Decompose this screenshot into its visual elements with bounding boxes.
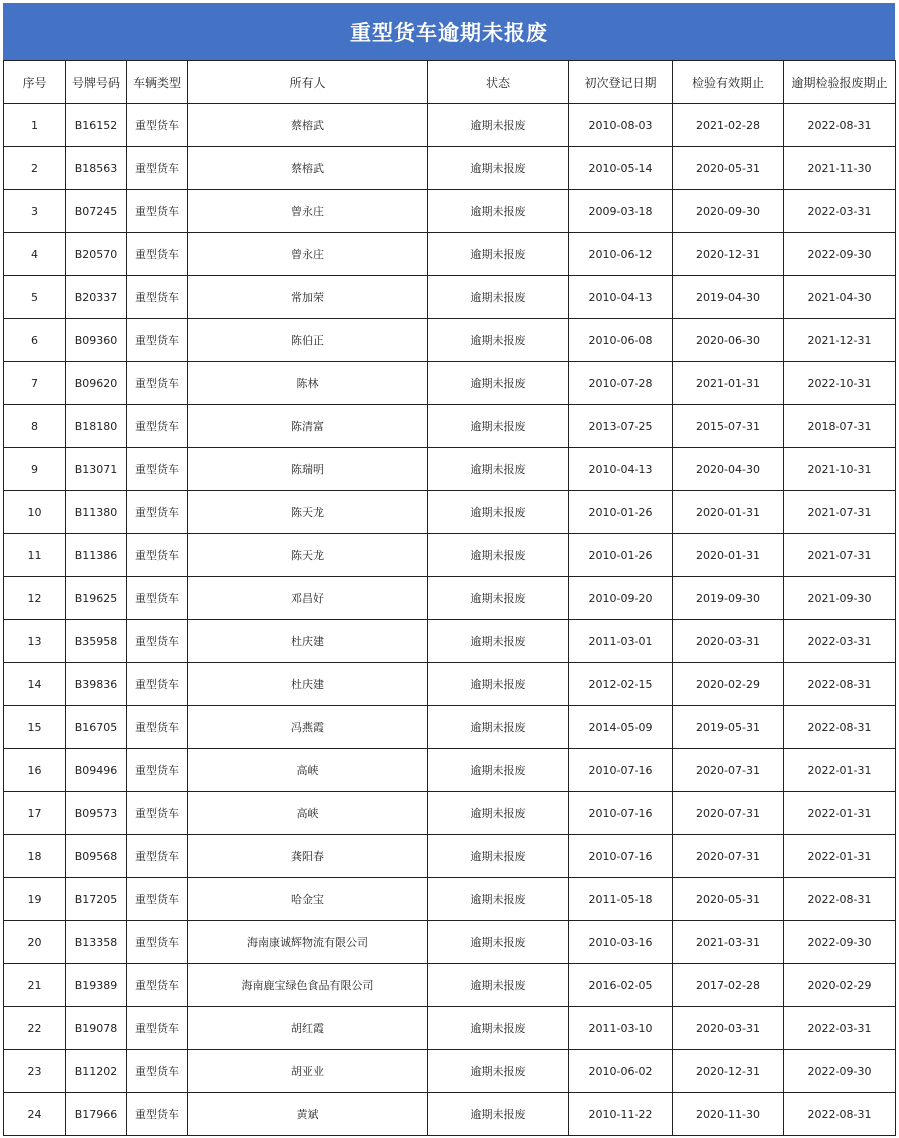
table-row xyxy=(4,921,896,964)
cell-plate[interactable]: B11202 xyxy=(66,1050,127,1093)
cell-status[interactable]: 逾期未报废 xyxy=(428,663,569,706)
cell-vehicle-type[interactable]: 重型货车 xyxy=(127,577,188,620)
cell-index[interactable]: 5 xyxy=(4,276,66,319)
cell-plate[interactable]: B18180 xyxy=(66,405,127,448)
cell-inspection-valid-until[interactable]: 2021-02-28 xyxy=(673,104,784,147)
column-header-first-registration[interactable]: 初次登记日期 xyxy=(569,61,673,104)
table-row xyxy=(4,491,896,534)
cell-index[interactable]: 15 xyxy=(4,706,66,749)
cell-vehicle-type[interactable]: 重型货车 xyxy=(127,1093,188,1136)
cell-inspection-valid-until[interactable]: 2020-12-31 xyxy=(673,233,784,276)
table-row xyxy=(4,534,896,577)
cell-plate[interactable]: B20570 xyxy=(66,233,127,276)
cell-overdue-deadline[interactable]: 2021-11-30 xyxy=(784,147,896,190)
cell-vehicle-type[interactable]: 重型货车 xyxy=(127,1050,188,1093)
cell-overdue-deadline[interactable]: 2020-02-29 xyxy=(784,964,896,1007)
cell-vehicle-type[interactable]: 重型货车 xyxy=(127,964,188,1007)
cell-overdue-deadline[interactable]: 2018-07-31 xyxy=(784,405,896,448)
table-row xyxy=(4,1093,896,1136)
cell-first-registration[interactable]: 2010-05-14 xyxy=(569,147,673,190)
column-header-index[interactable]: 序号 xyxy=(4,61,66,104)
cell-inspection-valid-until[interactable]: 2020-11-30 xyxy=(673,1093,784,1136)
cell-index[interactable]: 24 xyxy=(4,1093,66,1136)
cell-inspection-valid-until[interactable]: 2020-01-31 xyxy=(673,534,784,577)
cell-inspection-valid-until[interactable]: 2020-03-31 xyxy=(673,1007,784,1050)
cell-index[interactable]: 4 xyxy=(4,233,66,276)
column-header-vehicle-type[interactable]: 车辆类型 xyxy=(127,61,188,104)
cell-overdue-deadline[interactable]: 2022-08-31 xyxy=(784,104,896,147)
cell-overdue-deadline[interactable]: 2022-01-31 xyxy=(784,749,896,792)
cell-plate[interactable]: B09568 xyxy=(66,835,127,878)
cell-overdue-deadline[interactable]: 2022-03-31 xyxy=(784,1007,896,1050)
cell-owner[interactable]: 黄斌 xyxy=(188,1093,428,1136)
cell-vehicle-type[interactable]: 重型货车 xyxy=(127,792,188,835)
cell-first-registration[interactable]: 2010-06-02 xyxy=(569,1050,673,1093)
table-row xyxy=(4,104,896,147)
cell-inspection-valid-until[interactable]: 2019-05-31 xyxy=(673,706,784,749)
cell-plate[interactable]: B13071 xyxy=(66,448,127,491)
cell-vehicle-type[interactable]: 重型货车 xyxy=(127,878,188,921)
cell-owner[interactable]: 海南鹿宝绿色食品有限公司 xyxy=(188,964,428,1007)
cell-status[interactable]: 逾期未报废 xyxy=(428,964,569,1007)
cell-inspection-valid-until[interactable]: 2019-04-30 xyxy=(673,276,784,319)
cell-status[interactable]: 逾期未报废 xyxy=(428,706,569,749)
cell-first-registration[interactable]: 2010-07-28 xyxy=(569,362,673,405)
cell-status[interactable]: 逾期未报废 xyxy=(428,319,569,362)
cell-overdue-deadline[interactable]: 2021-07-31 xyxy=(784,534,896,577)
cell-overdue-deadline[interactable]: 2022-08-31 xyxy=(784,663,896,706)
cell-plate[interactable]: B11380 xyxy=(66,491,127,534)
cell-inspection-valid-until[interactable]: 2020-07-31 xyxy=(673,835,784,878)
cell-inspection-valid-until[interactable]: 2020-01-31 xyxy=(673,491,784,534)
cell-status[interactable]: 逾期未报废 xyxy=(428,1050,569,1093)
table-row xyxy=(4,577,896,620)
cell-first-registration[interactable]: 2010-06-12 xyxy=(569,233,673,276)
cell-index[interactable]: 14 xyxy=(4,663,66,706)
cell-inspection-valid-until[interactable]: 2020-09-30 xyxy=(673,190,784,233)
cell-plate[interactable]: B19389 xyxy=(66,964,127,1007)
table-row xyxy=(4,276,896,319)
cell-overdue-deadline[interactable]: 2022-03-31 xyxy=(784,190,896,233)
table-row xyxy=(4,792,896,835)
table-row xyxy=(4,405,896,448)
table-row xyxy=(4,190,896,233)
table-row xyxy=(4,233,896,276)
cell-plate[interactable]: B09360 xyxy=(66,319,127,362)
table-row xyxy=(4,362,896,405)
cell-overdue-deadline[interactable]: 2022-09-30 xyxy=(784,233,896,276)
column-header-plate[interactable]: 号牌号码 xyxy=(66,61,127,104)
cell-inspection-valid-until[interactable]: 2015-07-31 xyxy=(673,405,784,448)
cell-index[interactable]: 20 xyxy=(4,921,66,964)
cell-status[interactable]: 逾期未报废 xyxy=(428,190,569,233)
cell-owner[interactable]: 常加荣 xyxy=(188,276,428,319)
cell-vehicle-type[interactable]: 重型货车 xyxy=(127,663,188,706)
table-row xyxy=(4,620,896,663)
cell-owner[interactable]: 邓昌好 xyxy=(188,577,428,620)
table-row xyxy=(4,878,896,921)
cell-inspection-valid-until[interactable]: 2021-03-31 xyxy=(673,921,784,964)
cell-vehicle-type[interactable]: 重型货车 xyxy=(127,620,188,663)
cell-plate[interactable]: B35958 xyxy=(66,620,127,663)
cell-owner[interactable]: 陈伯正 xyxy=(188,319,428,362)
cell-status[interactable]: 逾期未报废 xyxy=(428,1007,569,1050)
cell-overdue-deadline[interactable]: 2021-04-30 xyxy=(784,276,896,319)
cell-vehicle-type[interactable]: 重型货车 xyxy=(127,448,188,491)
cell-index[interactable]: 18 xyxy=(4,835,66,878)
cell-owner[interactable]: 杜庆建 xyxy=(188,620,428,663)
cell-status[interactable]: 逾期未报废 xyxy=(428,147,569,190)
cell-plate[interactable]: B39836 xyxy=(66,663,127,706)
cell-status[interactable]: 逾期未报废 xyxy=(428,792,569,835)
cell-plate[interactable]: B11386 xyxy=(66,534,127,577)
cell-vehicle-type[interactable]: 重型货车 xyxy=(127,276,188,319)
cell-plate[interactable]: B09620 xyxy=(66,362,127,405)
cell-overdue-deadline[interactable]: 2021-09-30 xyxy=(784,577,896,620)
table-row xyxy=(4,448,896,491)
column-header-status[interactable]: 状态 xyxy=(428,61,569,104)
cell-first-registration[interactable]: 2011-05-18 xyxy=(569,878,673,921)
cell-index[interactable]: 19 xyxy=(4,878,66,921)
cell-owner[interactable]: 高峡 xyxy=(188,749,428,792)
cell-inspection-valid-until[interactable]: 2020-02-29 xyxy=(673,663,784,706)
cell-owner[interactable]: 胡亚业 xyxy=(188,1050,428,1093)
cell-index[interactable]: 12 xyxy=(4,577,66,620)
cell-owner[interactable]: 陈清富 xyxy=(188,405,428,448)
cell-status[interactable]: 逾期未报废 xyxy=(428,921,569,964)
cell-vehicle-type[interactable]: 重型货车 xyxy=(127,233,188,276)
cell-overdue-deadline[interactable]: 2022-08-31 xyxy=(784,1093,896,1136)
cell-vehicle-type[interactable]: 重型货车 xyxy=(127,835,188,878)
cell-status[interactable]: 逾期未报废 xyxy=(428,491,569,534)
cell-overdue-deadline[interactable]: 2022-08-31 xyxy=(784,878,896,921)
table-row xyxy=(4,964,896,1007)
table-row xyxy=(4,663,896,706)
cell-owner[interactable]: 高峡 xyxy=(188,792,428,835)
cell-first-registration[interactable]: 2013-07-25 xyxy=(569,405,673,448)
cell-index[interactable]: 1 xyxy=(4,104,66,147)
cell-first-registration[interactable]: 2010-07-16 xyxy=(569,749,673,792)
cell-index[interactable]: 17 xyxy=(4,792,66,835)
cell-first-registration[interactable]: 2010-07-16 xyxy=(569,792,673,835)
cell-inspection-valid-until[interactable]: 2017-02-28 xyxy=(673,964,784,1007)
cell-status[interactable]: 逾期未报废 xyxy=(428,233,569,276)
cell-plate[interactable]: B13358 xyxy=(66,921,127,964)
cell-first-registration[interactable]: 2009-03-18 xyxy=(569,190,673,233)
column-header-overdue-deadline[interactable]: 逾期检验报废期止 xyxy=(784,61,896,104)
cell-plate[interactable]: B19625 xyxy=(66,577,127,620)
cell-index[interactable]: 2 xyxy=(4,147,66,190)
cell-inspection-valid-until[interactable]: 2020-03-31 xyxy=(673,620,784,663)
cell-owner[interactable]: 龚阳春 xyxy=(188,835,428,878)
cell-vehicle-type[interactable]: 重型货车 xyxy=(127,147,188,190)
cell-plate[interactable]: B09496 xyxy=(66,749,127,792)
cell-first-registration[interactable]: 2010-03-16 xyxy=(569,921,673,964)
cell-plate[interactable]: B19078 xyxy=(66,1007,127,1050)
cell-vehicle-type[interactable]: 重型货车 xyxy=(127,749,188,792)
cell-vehicle-type[interactable]: 重型货车 xyxy=(127,706,188,749)
header-row xyxy=(4,61,896,104)
cell-index[interactable]: 13 xyxy=(4,620,66,663)
cell-overdue-deadline[interactable]: 2022-01-31 xyxy=(784,792,896,835)
column-header-inspection-valid-until[interactable]: 检验有效期止 xyxy=(673,61,784,104)
cell-first-registration[interactable]: 2010-04-13 xyxy=(569,276,673,319)
cell-vehicle-type[interactable]: 重型货车 xyxy=(127,921,188,964)
cell-inspection-valid-until[interactable]: 2021-01-31 xyxy=(673,362,784,405)
cell-owner[interactable]: 陈天龙 xyxy=(188,491,428,534)
cell-first-registration[interactable]: 2016-02-05 xyxy=(569,964,673,1007)
cell-first-registration[interactable]: 2010-01-26 xyxy=(569,534,673,577)
cell-overdue-deadline[interactable]: 2021-12-31 xyxy=(784,319,896,362)
cell-status[interactable]: 逾期未报废 xyxy=(428,534,569,577)
cell-first-registration[interactable]: 2011-03-01 xyxy=(569,620,673,663)
cell-owner[interactable]: 蔡榕武 xyxy=(188,147,428,190)
cell-inspection-valid-until[interactable]: 2020-07-31 xyxy=(673,749,784,792)
cell-status[interactable]: 逾期未报废 xyxy=(428,448,569,491)
cell-status[interactable]: 逾期未报废 xyxy=(428,276,569,319)
cell-status[interactable]: 逾期未报废 xyxy=(428,577,569,620)
cell-status[interactable]: 逾期未报废 xyxy=(428,405,569,448)
cell-plate[interactable]: B16705 xyxy=(66,706,127,749)
cell-inspection-valid-until[interactable]: 2020-05-31 xyxy=(673,147,784,190)
cell-overdue-deadline[interactable]: 2022-08-31 xyxy=(784,706,896,749)
cell-status[interactable]: 逾期未报废 xyxy=(428,620,569,663)
cell-first-registration[interactable]: 2010-07-16 xyxy=(569,835,673,878)
cell-overdue-deadline[interactable]: 2022-09-30 xyxy=(784,921,896,964)
cell-inspection-valid-until[interactable]: 2020-04-30 xyxy=(673,448,784,491)
cell-index[interactable]: 21 xyxy=(4,964,66,1007)
cell-inspection-valid-until[interactable]: 2020-06-30 xyxy=(673,319,784,362)
cell-first-registration[interactable]: 2014-05-09 xyxy=(569,706,673,749)
table-row xyxy=(4,147,896,190)
sheet-title: 重型货车逾期未报废 xyxy=(3,3,895,60)
cell-first-registration[interactable]: 2012-02-15 xyxy=(569,663,673,706)
cell-overdue-deadline[interactable]: 2021-07-31 xyxy=(784,491,896,534)
cell-plate[interactable]: B18563 xyxy=(66,147,127,190)
table-row xyxy=(4,319,896,362)
cell-inspection-valid-until[interactable]: 2020-12-31 xyxy=(673,1050,784,1093)
cell-status[interactable]: 逾期未报废 xyxy=(428,749,569,792)
cell-vehicle-type[interactable]: 重型货车 xyxy=(127,362,188,405)
cell-index[interactable]: 23 xyxy=(4,1050,66,1093)
cell-owner[interactable]: 陈天龙 xyxy=(188,534,428,577)
cell-owner[interactable]: 冯燕霞 xyxy=(188,706,428,749)
cell-first-registration[interactable]: 2011-03-10 xyxy=(569,1007,673,1050)
cell-owner[interactable]: 曾永庄 xyxy=(188,233,428,276)
cell-vehicle-type[interactable]: 重型货车 xyxy=(127,104,188,147)
cell-first-registration[interactable]: 2010-11-22 xyxy=(569,1093,673,1136)
cell-plate[interactable]: B20337 xyxy=(66,276,127,319)
table-row xyxy=(4,1050,896,1093)
table-row xyxy=(4,1007,896,1050)
cell-status[interactable]: 逾期未报废 xyxy=(428,104,569,147)
cell-owner[interactable]: 哈金宝 xyxy=(188,878,428,921)
table-row xyxy=(4,835,896,878)
cell-vehicle-type[interactable]: 重型货车 xyxy=(127,190,188,233)
cell-status[interactable]: 逾期未报废 xyxy=(428,362,569,405)
cell-overdue-deadline[interactable]: 2022-03-31 xyxy=(784,620,896,663)
cell-first-registration[interactable]: 2010-04-13 xyxy=(569,448,673,491)
cell-overdue-deadline[interactable]: 2022-01-31 xyxy=(784,835,896,878)
cell-overdue-deadline[interactable]: 2022-10-31 xyxy=(784,362,896,405)
cell-plate[interactable]: B07245 xyxy=(66,190,127,233)
cell-overdue-deadline[interactable]: 2021-10-31 xyxy=(784,448,896,491)
cell-owner[interactable]: 曾永庄 xyxy=(188,190,428,233)
cell-owner[interactable]: 胡红霞 xyxy=(188,1007,428,1050)
table-row xyxy=(4,706,896,749)
cell-index[interactable]: 6 xyxy=(4,319,66,362)
cell-owner[interactable]: 陈林 xyxy=(188,362,428,405)
cell-index[interactable]: 10 xyxy=(4,491,66,534)
vehicle-table xyxy=(3,60,896,1136)
cell-index[interactable]: 3 xyxy=(4,190,66,233)
cell-index[interactable]: 9 xyxy=(4,448,66,491)
cell-first-registration[interactable]: 2010-06-08 xyxy=(569,319,673,362)
cell-inspection-valid-until[interactable]: 2019-09-30 xyxy=(673,577,784,620)
cell-owner[interactable]: 海南康诚辉物流有限公司 xyxy=(188,921,428,964)
cell-index[interactable]: 22 xyxy=(4,1007,66,1050)
cell-vehicle-type[interactable]: 重型货车 xyxy=(127,1007,188,1050)
cell-status[interactable]: 逾期未报废 xyxy=(428,1093,569,1136)
cell-vehicle-type[interactable]: 重型货车 xyxy=(127,534,188,577)
cell-vehicle-type[interactable]: 重型货车 xyxy=(127,405,188,448)
cell-index[interactable]: 7 xyxy=(4,362,66,405)
cell-plate[interactable]: B16152 xyxy=(66,104,127,147)
table-row xyxy=(4,749,896,792)
cell-status[interactable]: 逾期未报废 xyxy=(428,878,569,921)
cell-owner[interactable]: 杜庆建 xyxy=(188,663,428,706)
cell-index[interactable]: 8 xyxy=(4,405,66,448)
cell-plate[interactable]: B17205 xyxy=(66,878,127,921)
cell-index[interactable]: 16 xyxy=(4,749,66,792)
cell-plate[interactable]: B09573 xyxy=(66,792,127,835)
cell-overdue-deadline[interactable]: 2022-09-30 xyxy=(784,1050,896,1093)
cell-inspection-valid-until[interactable]: 2020-05-31 xyxy=(673,878,784,921)
cell-owner[interactable]: 陈瑞明 xyxy=(188,448,428,491)
cell-owner[interactable]: 蔡榕武 xyxy=(188,104,428,147)
cell-index[interactable]: 11 xyxy=(4,534,66,577)
cell-plate[interactable]: B17966 xyxy=(66,1093,127,1136)
cell-status[interactable]: 逾期未报废 xyxy=(428,835,569,878)
column-header-owner[interactable]: 所有人 xyxy=(188,61,428,104)
cell-first-registration[interactable]: 2010-09-20 xyxy=(569,577,673,620)
cell-first-registration[interactable]: 2010-01-26 xyxy=(569,491,673,534)
cell-inspection-valid-until[interactable]: 2020-07-31 xyxy=(673,792,784,835)
cell-vehicle-type[interactable]: 重型货车 xyxy=(127,491,188,534)
cell-first-registration[interactable]: 2010-08-03 xyxy=(569,104,673,147)
cell-vehicle-type[interactable]: 重型货车 xyxy=(127,319,188,362)
